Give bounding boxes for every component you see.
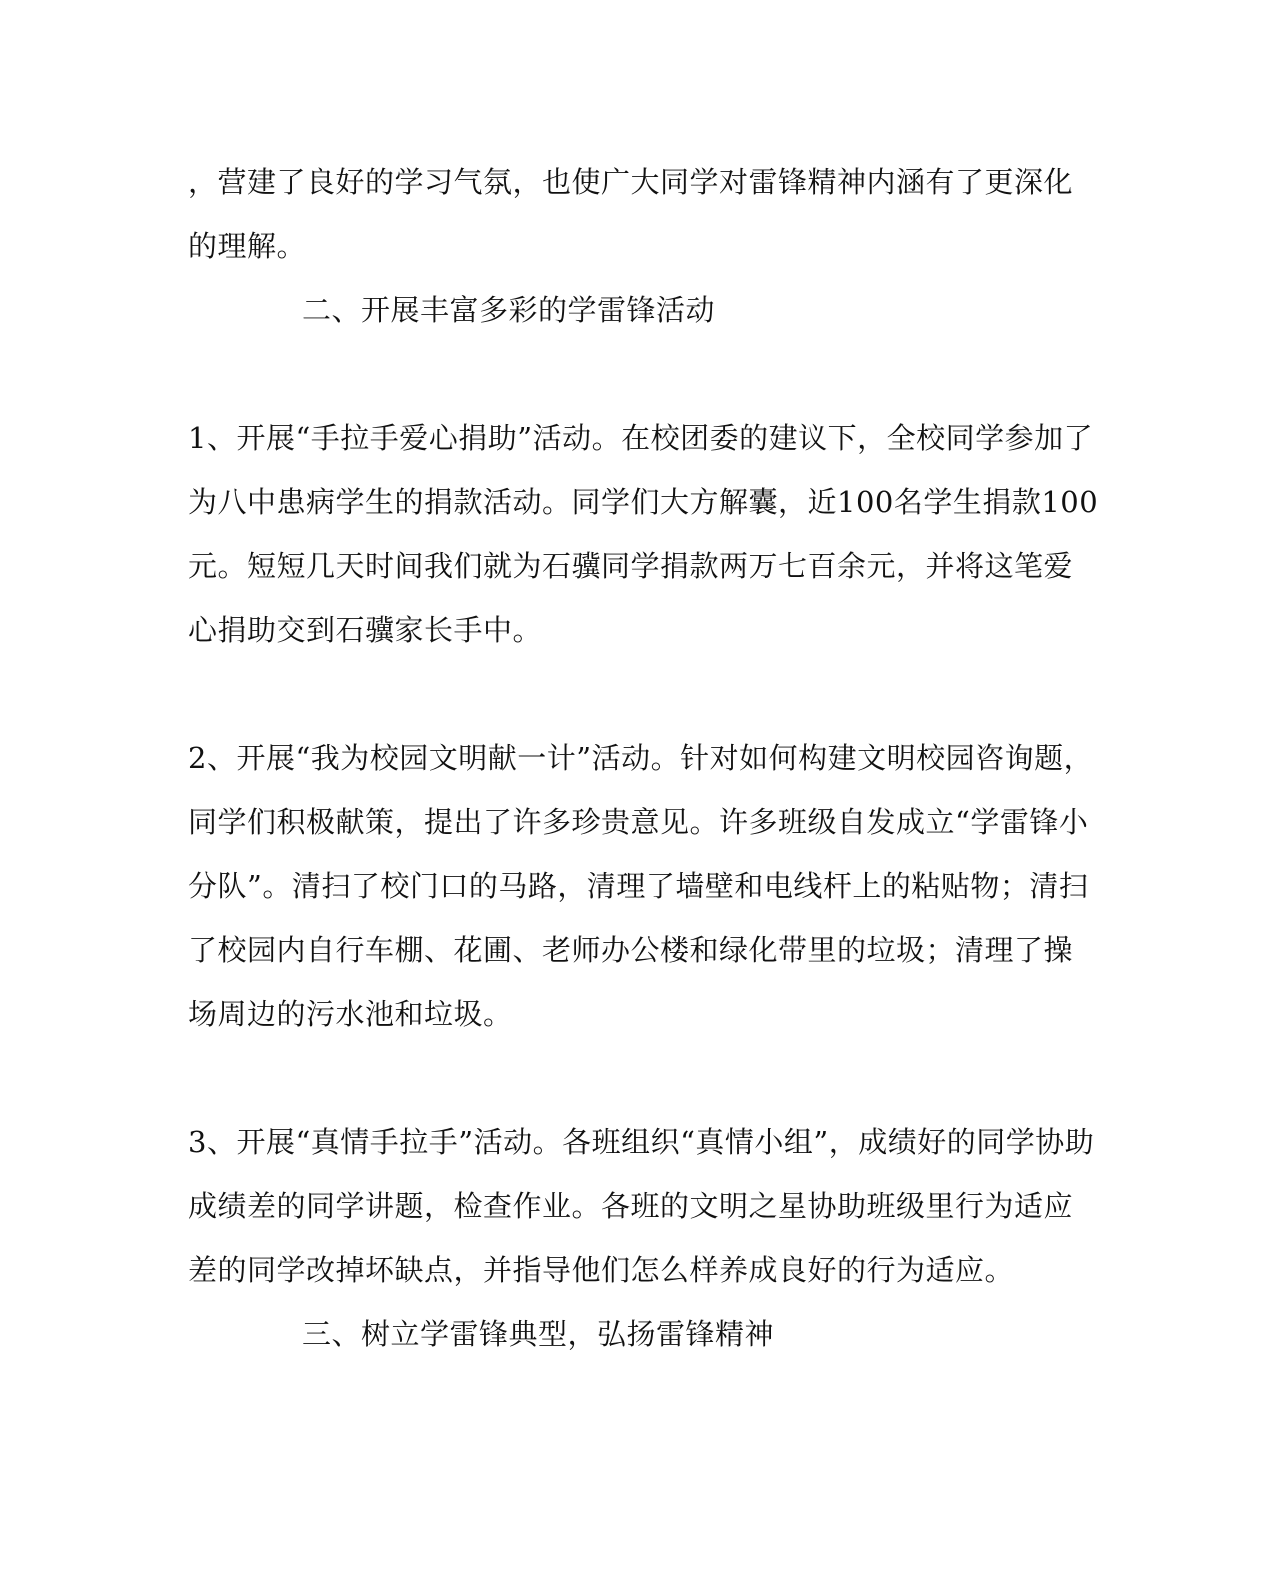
paragraph-line: 成绩差的同学讲题，检查作业。各班的文明之星协助班级里行为适应 xyxy=(188,1189,1074,1223)
paragraph-line: 3、开展“真情手拉手”活动。各班组织“真情小组”，成绩好的同学协助 xyxy=(188,1125,1095,1159)
paragraph-line: 同学们积极献策，提出了许多珍贵意见。许多班级自发成立“学雷锋小 xyxy=(188,805,1089,839)
section-heading: 三、树立学雷锋典型，弘扬雷锋精神 xyxy=(302,1317,775,1351)
paragraph-line: 场周边的污水池和垃圾。 xyxy=(188,997,513,1031)
paragraph-line: 的理解。 xyxy=(188,229,307,263)
paragraph-line: ，营建了良好的学习气氛，也使广大同学对雷锋精神内涵有了更深化 xyxy=(188,165,1074,199)
paragraph-line: 为八中患病学生的捐款活动。同学们大方解囊，近100名学生捐款100 xyxy=(188,485,1099,519)
paragraph-line: 2、开展“我为校园文明献一计”活动。针对如何构建文明校园咨询题， xyxy=(188,741,1094,775)
paragraph-line: 元。短短几天时间我们就为石骥同学捐款两万七百余元，并将这笔爱 xyxy=(188,549,1074,583)
paragraph-line: 差的同学改掉坏缺点，并指导他们怎么样养成良好的行为适应。 xyxy=(188,1253,1015,1287)
paragraph-line: 分队”。清扫了校门口的马路，清理了墙壁和电线杆上的粘贴物；清扫 xyxy=(188,869,1089,903)
paragraph-line: 了校园内自行车棚、花圃、老师办公楼和绿化带里的垃圾；清理了操 xyxy=(188,933,1074,967)
paragraph-line: 心捐助交到石骥家长手中。 xyxy=(188,613,543,647)
section-heading: 二、开展丰富多彩的学雷锋活动 xyxy=(302,293,716,327)
paragraph-line: 1、开展“手拉手爱心捐助”活动。在校团委的建议下，全校同学参加了 xyxy=(188,421,1094,455)
